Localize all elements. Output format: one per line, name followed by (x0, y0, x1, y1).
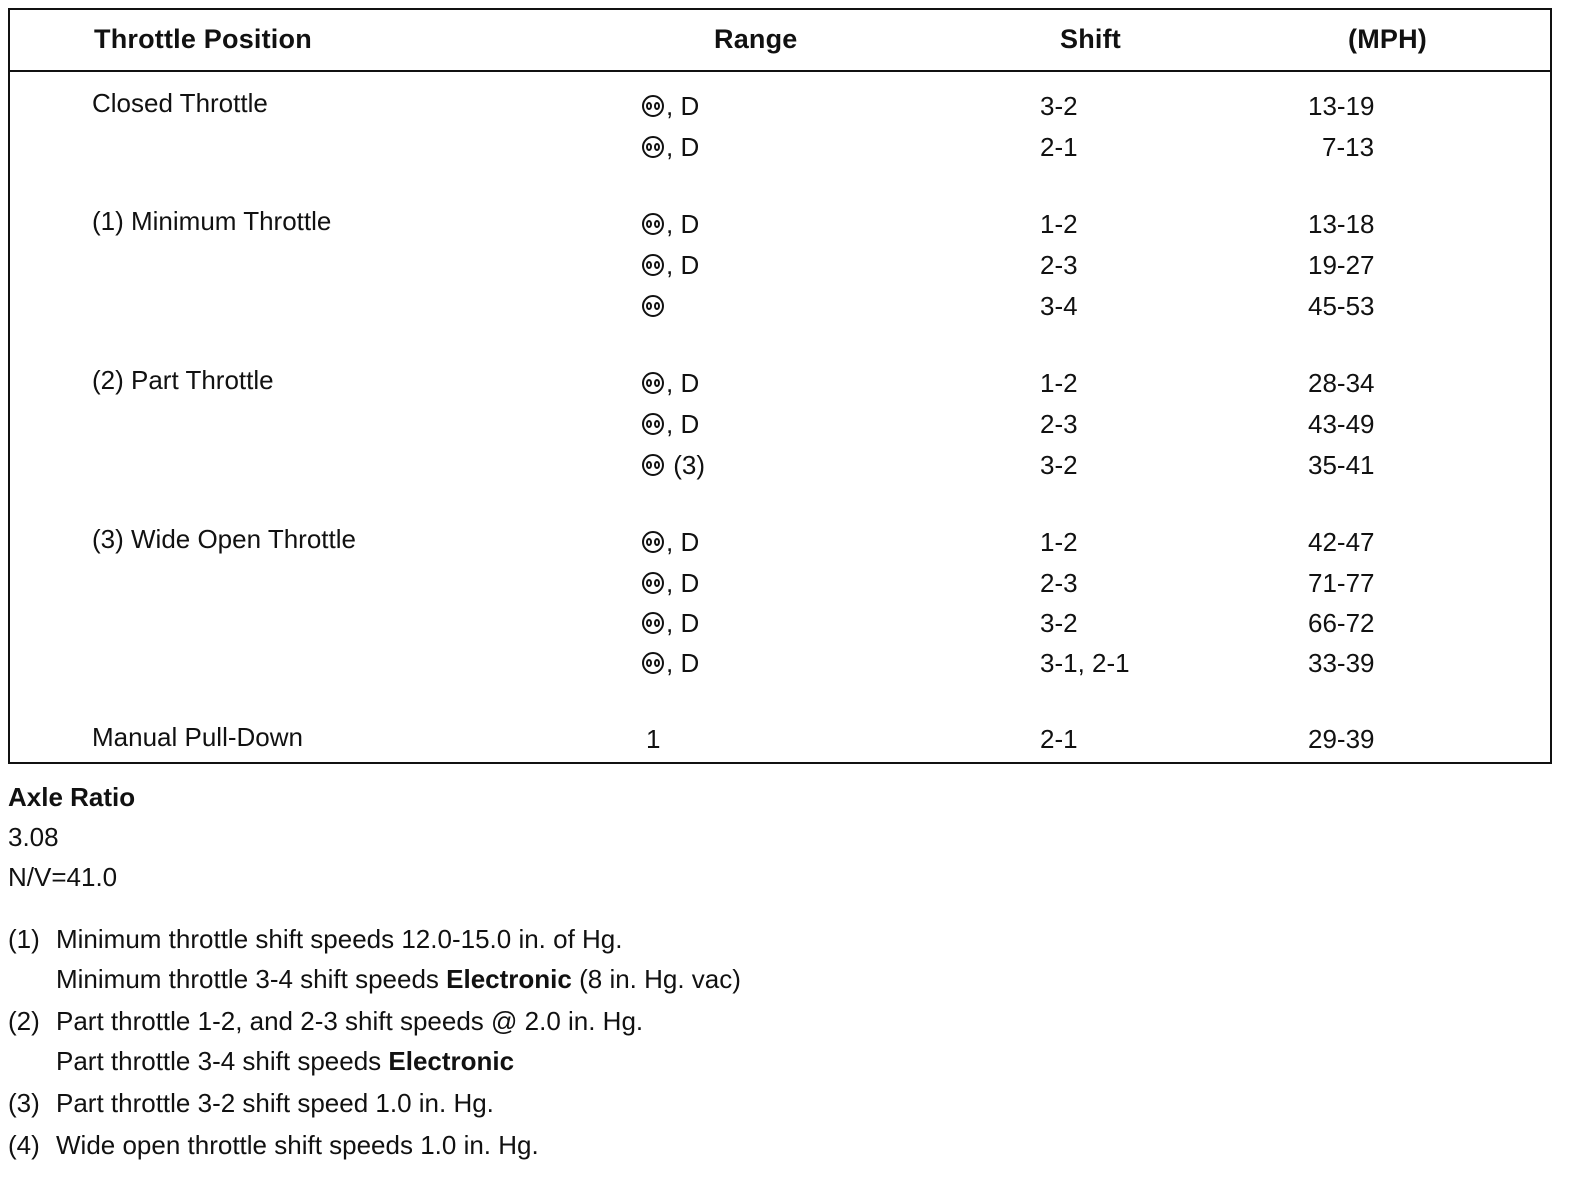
mph-cell: 28-34 (1308, 368, 1375, 398)
footnote-text: Part throttle 1-2, and 2-3 shift speeds @ 2.0 in. Hg. (56, 1006, 644, 1036)
mph-cell: 45-53 (1308, 291, 1375, 321)
mph-cell: 13-18 (1308, 209, 1375, 239)
shift-cell: 2-1 (1040, 132, 1078, 162)
footnote-text: Part throttle 3-4 shift speeds Electronic (56, 1046, 515, 1076)
range-cell (642, 291, 666, 322)
shift-cell: 3-2 (1040, 91, 1078, 121)
range-cell: , D (642, 527, 699, 558)
range-cell: , D (642, 250, 699, 281)
throttle-position-cell: (3) Wide Open Throttle (92, 524, 356, 554)
overdrive-range-icon (642, 213, 664, 235)
table-header (10, 10, 1550, 72)
shift-cell: 3-2 (1040, 608, 1078, 638)
range-cell: , D (642, 132, 699, 163)
range-cell: 1 (646, 724, 661, 754)
axle-ratio-label: Axle Ratio (8, 782, 136, 812)
range-cell: , D (642, 209, 699, 240)
shift-speed-table (8, 8, 1552, 764)
shift-cell: 1-2 (1040, 368, 1078, 398)
overdrive-range-icon (642, 372, 664, 394)
shift-cell: 2-3 (1040, 250, 1078, 280)
range-cell: , D (642, 608, 699, 639)
overdrive-range-icon (642, 136, 664, 158)
mph-cell: 7-13 (1322, 132, 1375, 162)
mph-cell: 43-49 (1308, 409, 1375, 439)
mph-cell: 71-77 (1308, 568, 1375, 598)
range-cell: , D (642, 91, 699, 122)
mph-cell: 13-19 (1308, 91, 1375, 121)
overdrive-range-icon (642, 413, 664, 435)
range-cell: (3) (642, 450, 705, 481)
range-cell: , D (642, 409, 699, 440)
header-shift: Shift (1060, 24, 1121, 54)
shift-cell: 2-1 (1040, 724, 1078, 754)
throttle-position-cell: Closed Throttle (92, 88, 268, 118)
footnote-text: Wide open throttle shift speeds 1.0 in. Hg. (56, 1130, 539, 1160)
overdrive-range-icon (642, 612, 664, 634)
shift-cell: 2-3 (1040, 568, 1078, 598)
range-cell: , D (642, 568, 699, 599)
range-cell: , D (642, 368, 699, 399)
overdrive-range-icon (642, 531, 664, 553)
mph-cell: 42-47 (1308, 527, 1375, 557)
footnote-text: Minimum throttle shift speeds 12.0-15.0 in. of Hg. (56, 924, 623, 954)
shift-cell: 3-1, 2-1 (1040, 648, 1130, 678)
throttle-position-cell: Manual Pull-Down (92, 722, 303, 752)
mph-cell: 66-72 (1308, 608, 1375, 638)
header-mph: (MPH) (1348, 24, 1427, 54)
overdrive-range-icon (642, 454, 664, 476)
footnote-number: (1) (8, 924, 40, 954)
shift-cell: 1-2 (1040, 209, 1078, 239)
throttle-position-cell: (2) Part Throttle (92, 365, 274, 395)
footnote-number: (2) (8, 1006, 40, 1036)
header-range: Range (714, 24, 798, 54)
nv-value: N/V=41.0 (8, 862, 118, 892)
overdrive-range-icon (642, 572, 664, 594)
axle-ratio-value: 3.08 (8, 822, 59, 852)
footnote-text: Part throttle 3-2 shift speed 1.0 in. Hg. (56, 1088, 494, 1118)
footnote-number: (3) (8, 1088, 40, 1118)
header-throttle-position: Throttle Position (94, 24, 312, 54)
footnote-text: Minimum throttle 3-4 shift speeds Electronic (8 in. Hg. vac) (56, 964, 741, 994)
mph-cell: 35-41 (1308, 450, 1375, 480)
shift-cell: 1-2 (1040, 527, 1078, 557)
shift-cell: 3-2 (1040, 450, 1078, 480)
shift-cell: 3-4 (1040, 291, 1078, 321)
overdrive-range-icon (642, 95, 664, 117)
throttle-position-cell: (1) Minimum Throttle (92, 206, 332, 236)
overdrive-range-icon (642, 652, 664, 674)
range-cell: , D (642, 648, 699, 679)
shift-cell: 2-3 (1040, 409, 1078, 439)
footnote-number: (4) (8, 1130, 40, 1160)
mph-cell: 33-39 (1308, 648, 1375, 678)
mph-cell: 29-39 (1308, 724, 1375, 754)
mph-cell: 19-27 (1308, 250, 1375, 280)
overdrive-range-icon (642, 254, 664, 276)
overdrive-range-icon (642, 295, 664, 317)
